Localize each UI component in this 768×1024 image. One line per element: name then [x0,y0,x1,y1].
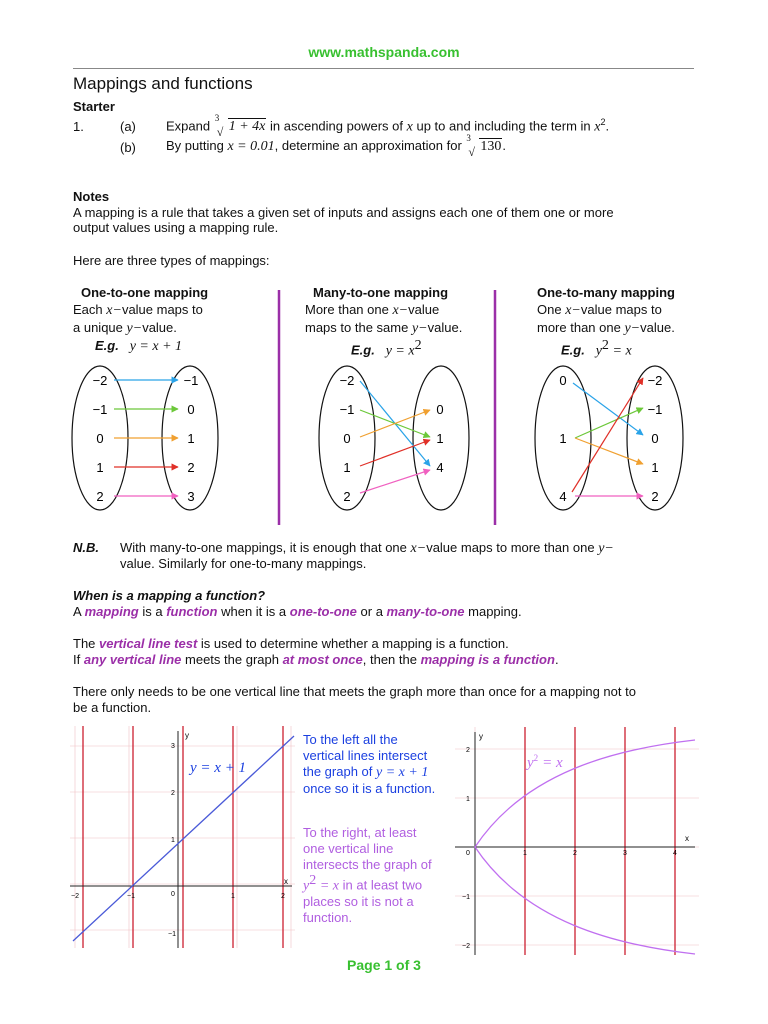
svg-text:3: 3 [623,850,627,857]
svg-text:1: 1 [231,893,235,900]
part-a-text: Expand 3 √ 1 + 4x in ascending powers of x up to and including the term in $x^2$. [166,113,610,140]
node-label: 4 [436,460,444,475]
one-to-one-desc: One-to-one mapping Each x−value maps to a unique y−value. E.g. y = x + 1 [73,285,209,354]
svg-text:y: y [479,732,483,741]
mapping-diagrams [0,280,768,530]
node-label: −2 [339,373,355,388]
not-function-line1: There only needs to be one vertical line that meets the graph more than once for a mapping not to [73,684,636,699]
node-label: 3 [187,489,195,504]
nb-label: N.B. [73,540,99,555]
node-label: 0 [559,373,567,388]
node-label: −2 [92,373,108,388]
left-graph-explanation: To the left all the vertical lines intersect the graph of y = x + 1 once so it is a function. [303,732,436,796]
right-graph-explanation: To the right, at least one vertical line intersects the graph of $y^2 = x$ in at least two places so it is not a function. [303,825,432,926]
svg-text:−1: −1 [168,931,176,938]
header-rule [73,68,694,69]
node-label: 2 [96,489,104,504]
svg-text:x: x [284,877,288,886]
node-label: −1 [339,402,355,417]
svg-text:−1: −1 [462,894,470,901]
vertical-line-test: The vertical line test is used to determine whether a mapping is a function. [73,636,509,651]
svg-text:4: 4 [673,850,677,857]
function-heading: When is a mapping a function? [73,588,266,603]
graph-y-equals-x-plus-1 [70,726,295,948]
node-label: 1 [436,431,444,446]
part-b-label: (b) [120,140,136,155]
function-definition: A mapping is a function when it is a one-to-one or a many-to-one mapping. [73,604,522,619]
graph2-equation: $y^2 = x$ [527,753,563,771]
svg-text:y: y [185,731,189,740]
notes-line1: A mapping is a rule that takes a given set of inputs and assigns each one of them one or more [73,205,614,220]
nb-line2: value. Similarly for one-to-many mappings. [120,556,367,571]
node-label: 2 [651,489,659,504]
notes-types: Here are three types of mappings: [73,253,270,268]
svg-text:−2: −2 [462,943,470,950]
node-label: 4 [559,489,567,504]
page-title: Mappings and functions [73,74,253,93]
svg-text:0: 0 [466,850,470,857]
node-label: 0 [96,431,104,446]
node-label: 0 [187,402,195,417]
node-label: 0 [436,402,444,417]
graph1-equation: y = x + 1 [190,760,247,776]
svg-text:1: 1 [466,796,470,803]
page-number: Page 1 of 3 [347,957,421,973]
node-label: 1 [559,431,567,446]
svg-text:−2: −2 [71,893,79,900]
svg-text:2: 2 [281,893,285,900]
svg-text:2: 2 [573,850,577,857]
site-link[interactable]: www.mathspanda.com [308,44,460,60]
notes-heading: Notes [73,189,110,204]
not-function-line2: be a function. [73,700,152,715]
starter-heading: Starter [73,99,115,114]
svg-text:1: 1 [171,837,175,844]
graph-y-squared-equals-x [455,727,699,955]
node-label: −1 [92,402,108,417]
nb-line1: With many-to-one mappings, it is enough that one x−value maps to more than one y− [120,540,614,556]
node-label: 1 [187,431,195,446]
node-label: 2 [187,460,195,475]
vertical-line-rule: If any vertical line meets the graph at most once, then the mapping is a function. [73,652,559,667]
part-b-text: By putting x = 0.01, determine an approximation for 3 √ 130. [166,133,507,159]
svg-text:1: 1 [523,850,527,857]
notes-line2: output values using a mapping rule. [73,220,279,235]
part-a-label: (a) [120,119,136,134]
node-label: −1 [183,373,199,388]
node-label: 0 [343,431,351,446]
svg-text:2: 2 [171,790,175,797]
node-label: 1 [343,460,351,475]
svg-text:0: 0 [171,891,175,898]
svg-text:x: x [685,834,689,843]
question-number: 1. [73,119,84,134]
svg-text:−1: −1 [127,893,135,900]
svg-text:3: 3 [171,743,175,750]
node-label: 2 [343,489,351,504]
svg-text:2: 2 [466,747,470,754]
node-label: 1 [651,460,659,475]
node-label: 1 [96,460,104,475]
one-to-many-desc: One-to-many mapping One x−value maps to more than one y−value. E.g. $y^2 = x$ [537,285,675,359]
many-to-one-desc: Many-to-one mapping More than one x−value maps to the same y−value. E.g. $y = x^2$ [305,285,463,359]
node-label: −2 [647,373,663,388]
node-label: 0 [651,431,659,446]
node-label: −1 [647,402,663,417]
